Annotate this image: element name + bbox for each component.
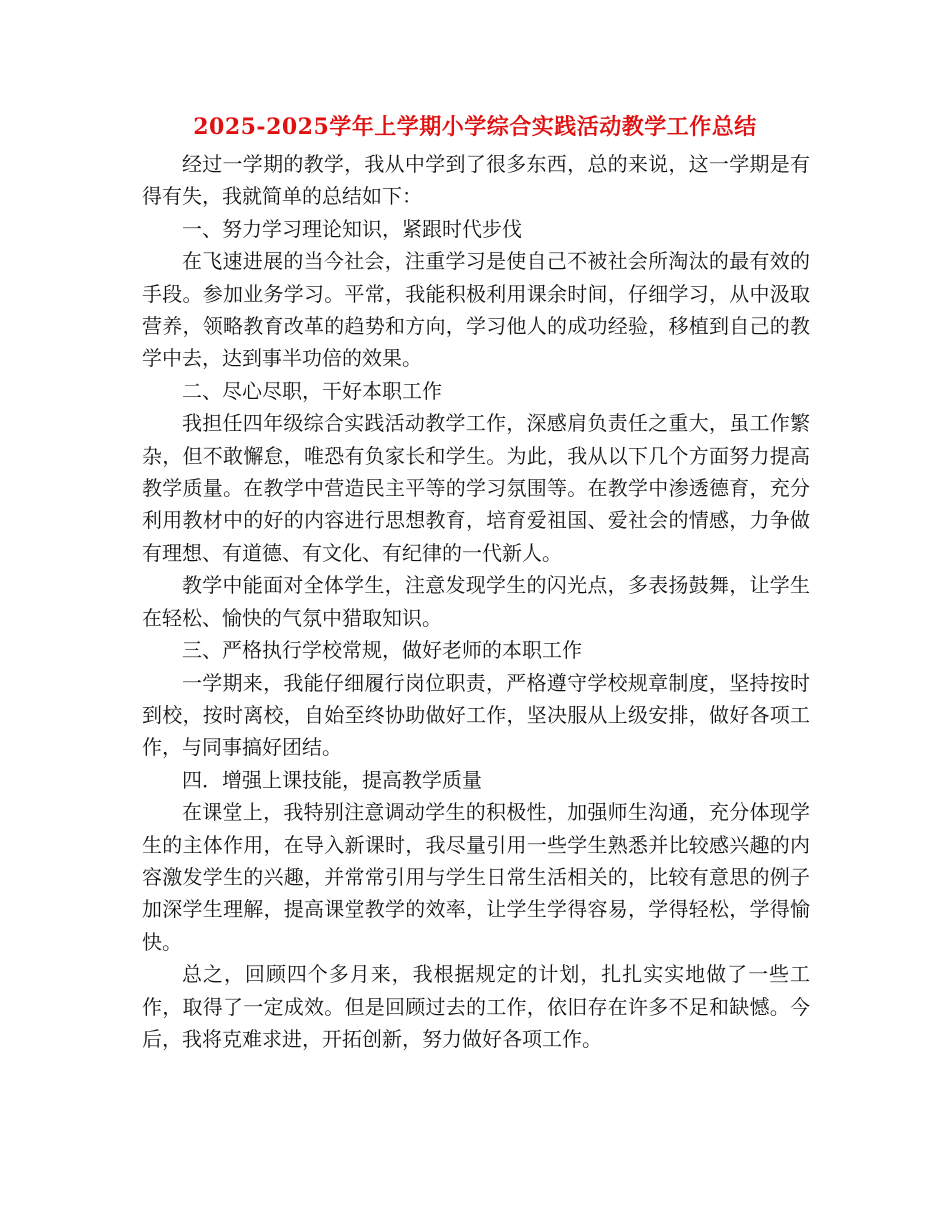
section-2-paragraph-1: 我担任四年级综合实践活动教学工作，深感肩负责任之重大，虽工作繁杂，但不敢懈怠，唯恐有负家长和学生。为此，我从以下几个方面努力提高教学质量。在教学中营造民主平等的学习氛围等。在教学中渗透德育，充分利用教材中的好的内容进行思想教育，培育爱祖国、爱社会的情感，力争做有理想、有道德、有文化、有纪律的一代新人。 <box>142 411 810 565</box>
section-1-paragraph: 在飞速进展的当今社会，注重学习是使自己不被社会所淘汰的最有效的手段。参加业务学习。平常，我能积极利用课余时间，仔细学习，从中汲取营养，领略教育改革的趋势和方向，学习他人的成功经验，移植到自己的教学中去，达到事半功倍的效果。 <box>142 249 810 371</box>
section-4-paragraph: 在课堂上，我特别注意调动学生的积极性，加强师生沟通，充分体现学生的主体作用，在导入新课时，我尽量引用一些学生熟悉并比较感兴趣的内容激发学生的兴趣，并常常引用与学生日常生活相关的，比较有意思的例子加深学生理解，提高课堂教学的效率，让学生学得容易，学得轻松，学得愉快。 <box>142 800 810 954</box>
document-body <box>142 148 810 1055</box>
conclusion-paragraph: 总之，回顾四个多月来，我根据规定的计划，扎扎实实地做了一些工作，取得了一定成效。但是回顾过去的工作，依旧存在许多不足和缺憾。今后，我将克难求进，开拓创新，努力做好各项工作。 <box>142 962 810 1051</box>
section-3-paragraph: 一学期来，我能仔细履行岗位职责，严格遵守学校规章制度，坚持按时到校，按时离校，自始至终协助做好工作，坚决服从上级安排，做好各项工作，与同事搞好团结。 <box>142 670 810 760</box>
section-heading-4: 四．增强上课技能，提高教学质量 <box>182 767 482 792</box>
section-heading-2: 二、尽心尽职，干好本职工作 <box>182 378 442 403</box>
section-heading-3: 三、严格执行学校常规，做好老师的本职工作 <box>182 638 582 663</box>
section-2-paragraph-2: 教学中能面对全体学生，注意发现学生的闪光点，多表扬鼓舞，让学生在轻松、愉快的气氛中猎取知识。 <box>142 573 810 630</box>
document-title: 2025-2025学年上学期小学综合实践活动教学工作总结 <box>193 114 757 140</box>
section-heading-1: 一、努力学习理论知识，紧跟时代步伐 <box>182 216 522 241</box>
intro-paragraph: 经过一学期的教学，我从中学到了很多东西，总的来说，这一学期是有得有失，我就简单的总结如下： <box>142 152 810 209</box>
